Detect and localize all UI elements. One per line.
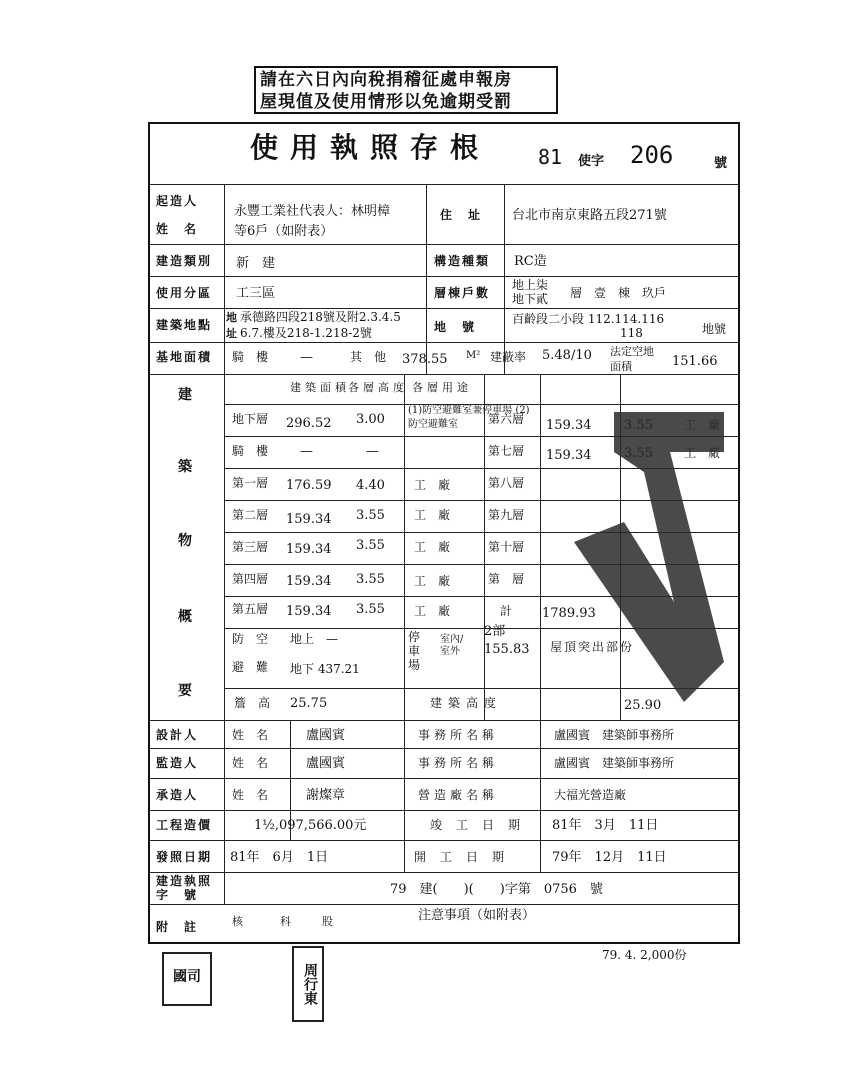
floor-area: 159.34 [286,574,332,589]
rule [150,904,740,905]
structure-type: RC造 [514,254,547,269]
permit-label: 建造執照 [156,874,213,888]
address-label: 住 址 [440,208,483,222]
shelter-label: 防 空 [232,632,269,646]
permit-hao: 號 [714,156,728,171]
floor-label: 第四層 [232,572,269,586]
complete-label: 竣工日期 [430,818,535,832]
owner-name: 永豐工業社代表人：林明樟 [234,204,391,219]
arcade-value: — [300,350,313,365]
zoning-value: 工三區 [236,286,276,301]
rule [426,184,427,374]
floor-use: 工 廠 [414,508,451,522]
supervisor-name: 盧國賓 [306,756,346,771]
seal-char: 股 [322,915,333,928]
floors-label: 層棟戶數 [434,286,491,300]
col-header-use: 各層用途 [412,381,472,394]
permit-number: 206 [630,141,674,169]
other-value: 378.55 [402,352,448,367]
rule [540,810,541,872]
structure-label: 構造種類 [434,254,491,268]
floors-above: 地上柒 [512,278,549,292]
area-unit: M² [466,350,481,361]
other-label: 其 他 [350,350,387,364]
rule [150,308,740,309]
contractor-name-label: 姓 名 [232,788,269,802]
eave-label: 簷 高 [234,696,271,710]
floor-label: 第九層 [488,508,525,522]
area-label: 基地面積 [156,350,213,364]
rule [150,778,740,779]
floor-label: 第一層 [232,476,269,490]
col-header-area: 建築面積 [290,381,350,394]
open-space-label: 法定空地面積 [610,345,654,373]
floor-label: 第二層 [232,508,269,522]
site-address-2: 6.7.樓及218-1.218-2號 [240,326,372,340]
floor-area: 176.59 [286,478,332,493]
floor-area: 159.34 [546,448,592,463]
open-space-value: 151.66 [672,354,718,369]
building-height-label: 建築高度 [430,696,503,710]
notice-line-1: 請在六日內向稅捐稽征處申報房 [260,70,512,90]
building-char: 建 [178,387,194,403]
total-label: 計 [500,604,513,618]
floor-use: 工 廠 [684,446,721,460]
site-label: 建築地點 [156,318,213,332]
shelter-below: 地下 437.21 [290,662,360,676]
contractor-label: 承造人 [156,788,199,802]
notes-label: 附 註 [156,920,199,934]
notice-box [254,66,558,114]
floor-use: 工 廠 [414,540,451,554]
building-char: 物 [178,533,194,549]
rule [150,342,740,343]
floor-label: 第三層 [232,540,269,554]
rule [504,184,505,374]
site-address: 承德路四段218號及附2.3.4.5 [240,310,401,324]
col-header-height: 各層高度 [348,381,408,394]
contractor-name: 謝燦章 [306,788,346,803]
rule [150,720,740,721]
floor-area: 296.52 [286,416,332,431]
building-char: 要 [178,683,194,699]
permit-value: 79 建( )( )字第 0756 號 [390,882,603,897]
floor-area: — [300,444,313,459]
rule [150,748,740,749]
supervisor-label: 監造人 [156,756,199,770]
cost-value: 1½,097,566.00元 [254,818,367,833]
rule [150,276,740,277]
designer-name: 盧國賓 [306,728,346,743]
start-date: 79年 12月 11日 [552,850,667,865]
supervisor-office: 盧國賓 建築師事務所 [554,756,675,770]
print-info: 79. 4. 2,000份 [602,948,687,962]
owner-label-2: 姓 名 [156,222,199,236]
contractor-office: 大福光營造廠 [554,788,627,802]
building-char: 築 [178,459,194,475]
floor-height: 3.55 [356,538,385,553]
floor-use: 工 廠 [414,574,451,588]
total-area: 1789.93 [542,606,596,621]
floor-use: 工 廠 [414,604,451,618]
start-label: 開工日期 [414,850,519,864]
rule [224,184,225,904]
floor-height: 3.55 [356,572,385,587]
lot-suffix: 地號 [702,322,727,336]
floor-label: 第 層 [488,572,525,586]
floor-label: 第十層 [488,540,525,554]
rule [150,872,740,873]
rule [150,810,740,811]
floor-area: 159.34 [286,604,332,619]
shelter-above: 地上 — [290,632,339,646]
floor-height: 4.40 [356,478,385,493]
notice-line-2: 屋現值及使用情形以免逾期受罰 [260,92,512,112]
seal-char: 核 [232,915,243,928]
parking-area: 155.83 [484,642,530,657]
rule [150,244,740,245]
floor-area: 159.34 [286,542,332,557]
floor-use: (1)防空避難室兼停車場 (2)防空避難室 [408,405,530,430]
building-height-value: 25.90 [624,698,662,713]
designer-name-label: 姓 名 [232,728,269,742]
ink-stamp [574,412,724,702]
site-addr-label: 地 [226,311,239,324]
building-char: 概 [178,609,194,625]
designer-label: 設計人 [156,728,199,742]
official-seal-mid: 周行東 [292,946,324,1022]
designer-office: 盧國賓 建築師事務所 [554,728,675,742]
supervisor-name-label: 姓 名 [232,756,269,770]
zoning-label: 使用分區 [156,286,213,300]
rule [150,184,740,185]
floor-height: 3.55 [356,602,385,617]
arcade-label: 騎 樓 [232,350,269,364]
rule [404,720,405,840]
floor-use: 工 廠 [414,478,451,492]
floor-height: 3.00 [356,412,385,427]
issue-label: 發照日期 [156,850,213,864]
floors-suffix: 層 壹 棟 玖戶 [570,286,667,300]
owner-address: 台北市南京東路五段271號 [512,208,667,223]
owner-label: 起造人 [156,194,199,208]
eave-value: 25.75 [290,696,328,711]
seal-char: 科 [280,915,291,928]
floor-label: 騎 樓 [232,444,269,458]
construction-type-label: 建造類別 [156,254,213,268]
designer-office-label: 事務所名稱 [418,728,499,742]
roof-label: 屋頂突出部份 [550,640,635,654]
coverage-label: 建蔽率 [490,350,527,364]
parking-count: 2部 [484,624,506,639]
construction-type: 新 建 [236,256,276,271]
floor-area: 159.34 [546,418,592,433]
parking-in-out: 室內/室外 [440,634,464,657]
contractor-office-label: 營造廠名稱 [418,788,499,802]
site-addr-label-2: 址 [226,327,239,340]
rule [540,374,541,720]
cost-label: 工程造價 [156,818,213,832]
supervisor-office-label: 事務所名稱 [418,756,499,770]
permit-label-2: 字 號 [156,888,199,902]
permit-word: 使字 [578,154,605,169]
shelter-label-2: 避 難 [232,660,269,674]
parking-label: 停車場 [408,630,421,672]
notes-text: 注意事項（如附表） [418,908,536,923]
rule [150,374,740,375]
complete-date: 81年 3月 11日 [552,818,659,833]
floor-label: 地下層 [232,412,269,426]
lot-label: 地 號 [434,320,477,334]
lot-number-2: 118 [620,326,643,340]
page-title: 使用執照存根 [250,131,491,164]
floor-label: 第八層 [488,476,525,490]
permit-year: 81 [538,145,563,169]
official-seal-left: 國司 [162,952,212,1006]
floor-label: 第六層 [488,412,525,426]
floor-label: 第五層 [232,602,269,616]
coverage-value: 5.48/10 [542,348,592,363]
rule [404,374,405,720]
floor-height: 3.55 [356,508,385,523]
floor-label: 第七層 [488,444,525,458]
owner-name-2: 等6戶（如附表） [234,224,334,239]
lot-number: 百齡段二小段 112.114.116 [512,312,665,326]
rule [404,840,405,872]
floor-area: 159.34 [286,512,332,527]
rule [150,840,740,841]
floor-height: — [366,444,379,459]
issue-date: 81年 6月 1日 [230,850,329,865]
floors-below: 地下貳 [512,292,549,306]
